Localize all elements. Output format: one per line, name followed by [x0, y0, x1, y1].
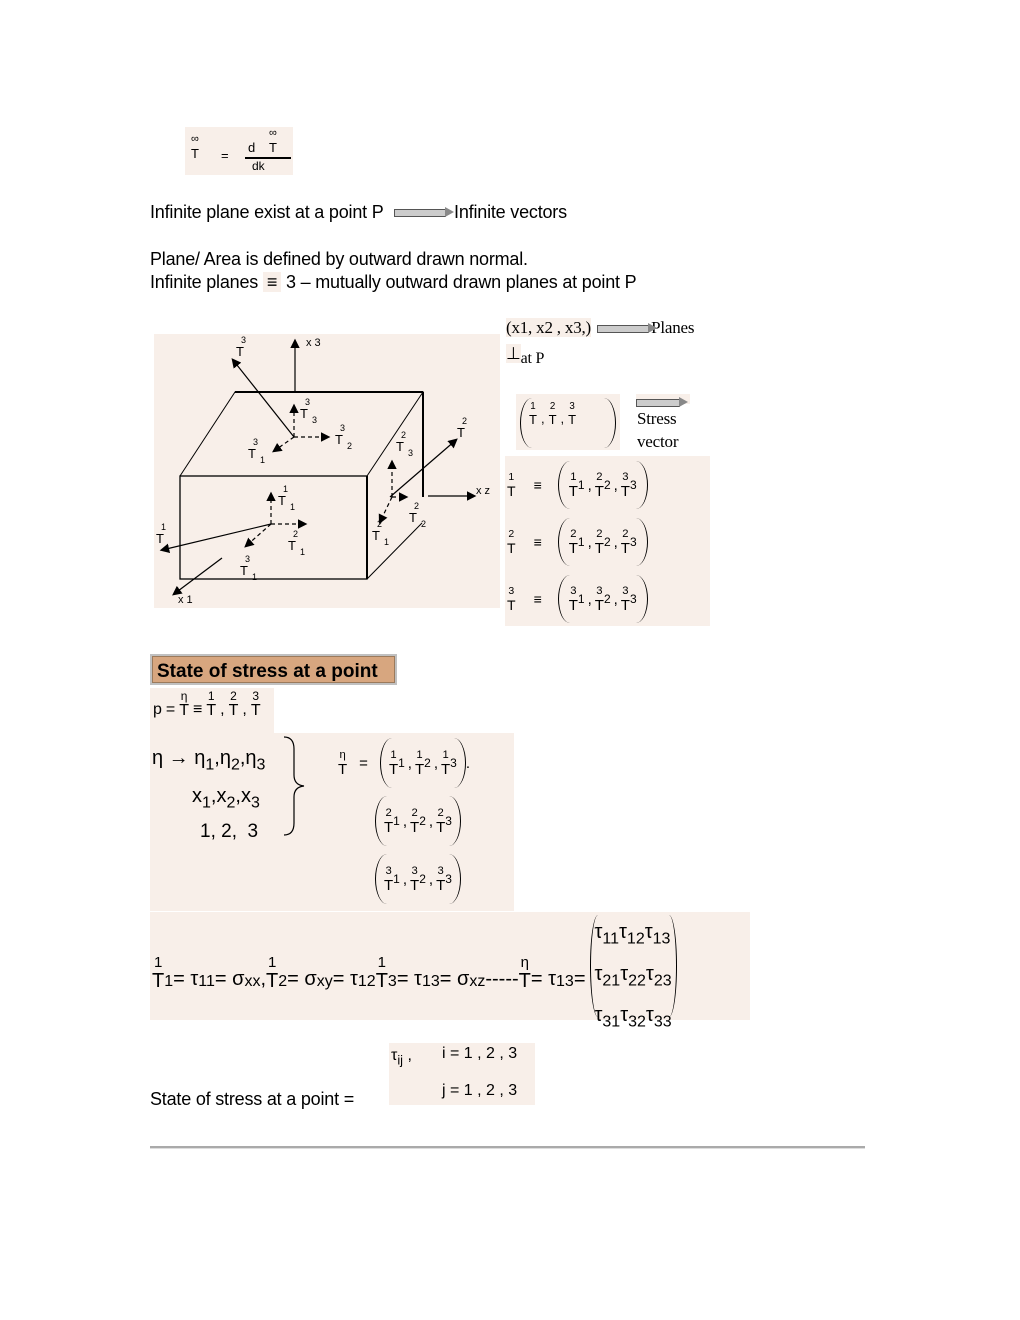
tau: τ — [594, 921, 603, 943]
component — [595, 528, 604, 555]
vector-label: T — [396, 439, 404, 454]
component-tuple — [380, 738, 466, 788]
subscript: 1 — [205, 756, 215, 774]
component — [569, 585, 578, 612]
matrix-row — [595, 915, 672, 957]
base: T — [568, 411, 577, 427]
implies-arrow-icon — [636, 399, 680, 407]
superscript: 3 — [596, 585, 603, 598]
subscript: 1 — [577, 535, 585, 549]
tau: τ — [619, 921, 627, 943]
vector-label: T — [457, 425, 465, 440]
subscript: 1 — [577, 592, 585, 606]
equals: = — [221, 148, 229, 163]
superscript: 1 — [153, 953, 163, 971]
stress-row — [507, 572, 648, 626]
component — [415, 749, 424, 776]
superscript: 1 — [508, 471, 515, 484]
comma: , — [540, 410, 545, 426]
superscript: 1 — [530, 401, 536, 412]
equivalent-symbol: ≡ — [263, 272, 281, 292]
component-tuple — [558, 575, 648, 623]
superscript: 2 — [549, 401, 556, 412]
vector-label-subscript: 1 — [260, 455, 266, 465]
vector-label-subscript: 3 — [312, 415, 318, 425]
base: T — [594, 482, 604, 500]
vector-label: T — [248, 446, 256, 461]
superscript: η — [520, 953, 529, 971]
traction-component — [152, 955, 164, 992]
vector-label-superscript: 2 — [293, 529, 299, 539]
vector-label-subscript: 1 — [300, 547, 306, 557]
base: T — [529, 411, 537, 427]
base: T — [507, 596, 516, 613]
subscript: 33 — [653, 1013, 672, 1031]
subscript: 3 — [387, 973, 397, 990]
stress-row — [507, 458, 648, 512]
vector-label-superscript: 2 — [401, 430, 407, 440]
base: T — [410, 818, 420, 836]
base: T — [384, 876, 394, 894]
tau-ij-definition: $\tau_{ij}$ , i = 1 , 2 , 3 j = 1 , 2 , 3 — [389, 1043, 535, 1105]
component — [569, 471, 578, 498]
subscript: 21 — [602, 972, 621, 990]
equation-term: = τ — [173, 968, 199, 990]
subscript: 3 — [629, 592, 637, 606]
tau: τ — [645, 1004, 654, 1027]
i-range: i = 1 , 2 , 3 — [442, 1045, 518, 1062]
eta-row — [338, 736, 470, 790]
comma: , — [407, 754, 412, 772]
comma: , — [560, 410, 565, 426]
eta-mapping — [152, 747, 265, 775]
base: T — [179, 702, 190, 720]
superscript: 2 — [385, 807, 392, 820]
component — [569, 528, 578, 555]
symbol: T — [191, 146, 199, 161]
superscript: 2 — [230, 689, 237, 703]
comma: , — [428, 870, 434, 888]
traction-symbol — [179, 690, 189, 719]
vector-label-superscript: 2 — [414, 501, 420, 511]
vector-label-superscript: 1 — [283, 484, 289, 494]
subscript: 1 — [577, 478, 585, 492]
base: T — [388, 760, 399, 778]
base: T — [620, 482, 630, 500]
comma: , — [260, 968, 267, 990]
equation-term: = — [573, 968, 586, 990]
p-symbol: p — [153, 701, 162, 719]
x-coordinates: $x_1,x_2,x_3$ — [192, 785, 260, 812]
superscript: 3 — [570, 585, 577, 598]
superscript: 1 — [416, 749, 423, 762]
base: T — [206, 702, 217, 720]
component — [621, 585, 630, 612]
stress-vector-label — [637, 407, 678, 453]
superscript: 2 — [622, 528, 629, 541]
subscript: 13 — [556, 973, 574, 990]
superscript: 1 — [207, 689, 215, 703]
equals: = — [359, 754, 368, 772]
eta-block — [150, 733, 514, 911]
traction-symbol — [338, 749, 347, 776]
base: T — [338, 760, 348, 778]
stress-component-equation — [150, 912, 750, 1031]
subscript: 3 — [450, 756, 457, 770]
text: vector — [637, 432, 679, 451]
base: T — [384, 818, 394, 836]
eta: ,η — [239, 747, 257, 769]
text: η → η — [152, 747, 206, 769]
vector-label-subscript: 2 — [347, 441, 353, 451]
superscript: 2 — [570, 528, 577, 541]
matrix-row — [595, 998, 672, 1040]
base: T — [507, 539, 516, 556]
component — [384, 807, 393, 834]
vector-label-superscript: 3 — [340, 423, 346, 433]
base: T — [375, 970, 388, 992]
equation-term: ----- — [485, 968, 519, 990]
vector-label-superscript: 1 — [161, 522, 167, 532]
tuple-item — [549, 402, 557, 426]
component — [595, 471, 604, 498]
traction-component — [266, 955, 278, 992]
vector-label-superscript: 2 — [377, 519, 383, 529]
subscript: 3 — [629, 535, 637, 549]
superscript: 2 — [437, 807, 444, 820]
axis-label-x2: x z — [476, 485, 491, 497]
comma: , — [402, 870, 408, 888]
subscript: 12 — [357, 973, 376, 990]
subscript: 2 — [424, 756, 431, 770]
tuple-item — [568, 402, 576, 426]
base: T — [414, 760, 425, 778]
vector-label: T — [288, 538, 296, 553]
perpendicular-symbol: ⊥ — [506, 344, 521, 363]
subscript: 13 — [421, 973, 440, 990]
component — [441, 749, 450, 776]
subscript: 2 — [230, 756, 240, 774]
component — [436, 807, 445, 834]
equation-term: = τ — [332, 968, 358, 990]
base: T — [594, 596, 604, 614]
text: Planes — [651, 318, 695, 337]
comma: , — [428, 812, 434, 830]
vector-label: T — [236, 344, 244, 359]
superscript: 2 — [508, 528, 515, 541]
vector-label-subscript: 1 — [384, 537, 390, 547]
tau: τ — [620, 962, 629, 985]
base: T — [548, 411, 557, 427]
subscript: xy — [316, 973, 333, 990]
component-tuple — [558, 461, 648, 509]
section-heading: State of stress at a point — [150, 654, 397, 685]
component-tuple — [375, 796, 461, 846]
coordinates: (x1, x2 , x3,) — [506, 318, 592, 337]
traction-symbol — [206, 690, 216, 719]
base: T — [620, 539, 630, 557]
subscript: 2 — [603, 535, 611, 549]
numerator: d — [248, 140, 256, 155]
arrow-box — [636, 394, 690, 404]
vector-label-superscript: 3 — [253, 437, 259, 447]
traction-symbol — [519, 955, 531, 992]
eta: ,η — [214, 747, 231, 769]
component — [595, 585, 604, 612]
subscript: 23 — [653, 972, 672, 990]
equation-term: = τ — [396, 968, 422, 990]
subscript: xz — [469, 973, 486, 990]
axis-label-x1: x 1 — [178, 594, 193, 606]
eta-row — [375, 852, 461, 906]
indices: 1, 2, 3 — [200, 821, 259, 842]
subscript: 3 — [629, 478, 637, 492]
vector-label: T — [372, 528, 380, 543]
equivalent-symbol: ≡ — [533, 534, 542, 550]
base: T — [620, 596, 630, 614]
vector-label-superscript: 2 — [462, 416, 468, 426]
stress-vector-symbol — [507, 529, 516, 555]
base: T — [518, 970, 531, 992]
base: T — [152, 970, 165, 992]
subscript: 1 — [393, 872, 400, 886]
text: Infinite planes — [150, 272, 259, 292]
base: T — [436, 818, 446, 836]
x-symbol: x — [216, 785, 227, 807]
component-tuple — [558, 518, 648, 566]
superscript: 3 — [622, 585, 629, 598]
tau: τ — [594, 962, 603, 985]
vector-label-superscript: 3 — [241, 335, 247, 345]
text: Infinite vectors — [454, 202, 567, 222]
text: 3 – mutually outward drawn planes at point P — [286, 272, 637, 292]
axis-label-x3: x 3 — [306, 337, 321, 349]
vector-label-subscript: 2 — [421, 519, 427, 529]
comma: , — [613, 533, 618, 551]
base: T — [441, 760, 451, 778]
vector-label: T — [240, 563, 248, 578]
component — [436, 865, 445, 892]
traction-symbol — [251, 690, 261, 719]
superscript: 3 — [437, 865, 444, 878]
numerator: T — [269, 140, 277, 155]
comma: , — [587, 590, 592, 608]
period: . — [465, 754, 471, 772]
subscript: 1 — [398, 756, 405, 770]
text: at P — [520, 350, 545, 367]
stress-row — [507, 515, 648, 569]
subscript: 1 — [393, 814, 400, 828]
subscript: 11 — [602, 930, 620, 948]
subscript: 3 — [445, 814, 452, 828]
matrix-row — [595, 957, 672, 999]
component — [410, 865, 419, 892]
j-range: j = 1 , 2 , 3 — [442, 1082, 518, 1099]
subscript: 2 — [226, 794, 236, 812]
base: T — [410, 876, 420, 894]
p-formula — [150, 688, 274, 733]
vector-label: T — [278, 493, 286, 508]
plane-definition-line: Plane/ Area is defined by outward drawn normal. — [150, 249, 528, 269]
planes-note — [506, 318, 694, 338]
superscript: 3 — [252, 689, 260, 703]
superscript: 1 — [267, 953, 277, 971]
base: T — [594, 539, 604, 557]
superscript: 1 — [377, 953, 386, 971]
component — [410, 807, 419, 834]
subscript: 2 — [278, 973, 288, 990]
stress-vector-symbol — [507, 586, 516, 612]
stress-matrix — [590, 915, 677, 1031]
text: Infinite plane exist at a point P — [150, 202, 384, 222]
base: T — [507, 482, 516, 499]
indices: ij — [397, 1052, 404, 1068]
component — [389, 749, 398, 776]
right-brace-icon — [282, 735, 312, 837]
stress-vector-symbol — [507, 472, 516, 498]
diagram-background — [154, 334, 500, 608]
base: T — [250, 702, 261, 720]
tau: τ — [620, 1004, 629, 1027]
subscript: 12 — [626, 930, 645, 948]
comma: , — [433, 754, 438, 772]
stress-vector-tuple — [516, 394, 620, 450]
subscript: xx — [244, 973, 261, 990]
traction-component — [376, 955, 388, 992]
component-tuple — [375, 854, 461, 904]
superscript: η — [339, 749, 346, 762]
comma: , — [613, 590, 618, 608]
subscript: 1 — [164, 973, 174, 990]
vector-label: T — [335, 432, 343, 447]
tuple-item — [529, 402, 537, 426]
vector-label-subscript: 3 — [408, 448, 414, 458]
subscript: 3 — [256, 756, 266, 774]
vector-label-superscript: 3 — [245, 554, 251, 564]
base: T — [436, 876, 446, 894]
eta-row — [375, 794, 461, 848]
comma: , — [220, 701, 225, 719]
subscript: 13 — [652, 930, 671, 948]
stress-vector-components — [505, 456, 710, 626]
component — [384, 865, 393, 892]
implies-arrow-icon — [597, 325, 649, 333]
superscript: 3 — [569, 401, 575, 412]
equivalent-symbol: ≡ — [533, 591, 542, 607]
superscript: ∞ — [191, 133, 199, 145]
component — [621, 471, 630, 498]
perpendicular-note — [506, 344, 545, 367]
superscript: 3 — [411, 865, 418, 878]
subscript: 3 — [445, 872, 452, 886]
comma: , — [402, 812, 408, 830]
comma: , — [587, 533, 592, 551]
base: T — [568, 482, 578, 500]
horizontal-rule — [150, 1146, 865, 1149]
equivalent-symbol: ≡ — [533, 477, 542, 493]
vector-label: T — [300, 406, 308, 421]
subscript: 11 — [198, 973, 215, 990]
comma: , — [587, 476, 592, 494]
subscript: 2 — [603, 592, 611, 606]
vector-label: T — [409, 510, 417, 525]
superscript: ∞ — [269, 127, 277, 139]
base: T — [266, 970, 279, 992]
superscript: 3 — [385, 865, 392, 878]
denominator: dk — [252, 159, 265, 173]
equation-term: = σ — [214, 968, 245, 990]
subscript: 3 — [250, 794, 260, 812]
vector-label-superscript: 3 — [305, 397, 311, 407]
base: T — [568, 596, 578, 614]
x-symbol: x — [240, 785, 251, 807]
superscript: 2 — [411, 807, 418, 820]
tau: τ — [644, 921, 653, 943]
superscript: 2 — [596, 471, 603, 484]
subscript: 2 — [419, 814, 426, 828]
vector-label-subscript: 1 — [252, 572, 258, 582]
equation — [152, 945, 586, 991]
traction-symbol — [229, 690, 239, 719]
superscript: 3 — [622, 471, 629, 484]
superscript: η — [180, 689, 188, 703]
subscript: 1 — [202, 794, 211, 812]
equation-term: = τ — [530, 968, 557, 990]
comma: , — [242, 701, 247, 719]
tau-symbol: τ — [391, 1047, 398, 1064]
base: T — [228, 702, 239, 720]
comma: , — [613, 476, 618, 494]
superscript: 1 — [442, 749, 449, 762]
tau: τ — [645, 962, 654, 985]
subscript: 32 — [628, 1013, 646, 1031]
subscript: 22 — [628, 972, 646, 990]
superscript: 2 — [596, 528, 603, 541]
equals: = — [165, 701, 176, 719]
p-equation — [153, 690, 261, 719]
base: T — [568, 539, 578, 557]
x-symbol: x — [192, 785, 202, 807]
superscript: 1 — [570, 471, 577, 484]
superscript: 1 — [390, 749, 397, 762]
subscript: 2 — [419, 872, 426, 886]
vector-label-subscript: 1 — [290, 502, 296, 512]
vector-label: T — [156, 531, 164, 546]
component — [621, 528, 630, 555]
subscript: 2 — [603, 478, 611, 492]
equivalent-symbol: ≡ — [193, 701, 203, 719]
subscript: 31 — [602, 1013, 621, 1031]
state-of-stress-label: State of stress at a point = — [150, 1089, 355, 1109]
text: Stress — [637, 409, 677, 428]
equation-term: = σ — [287, 968, 317, 990]
superscript: 3 — [508, 585, 515, 598]
tau: τ — [594, 1004, 603, 1027]
equation-term: = σ — [439, 968, 470, 990]
